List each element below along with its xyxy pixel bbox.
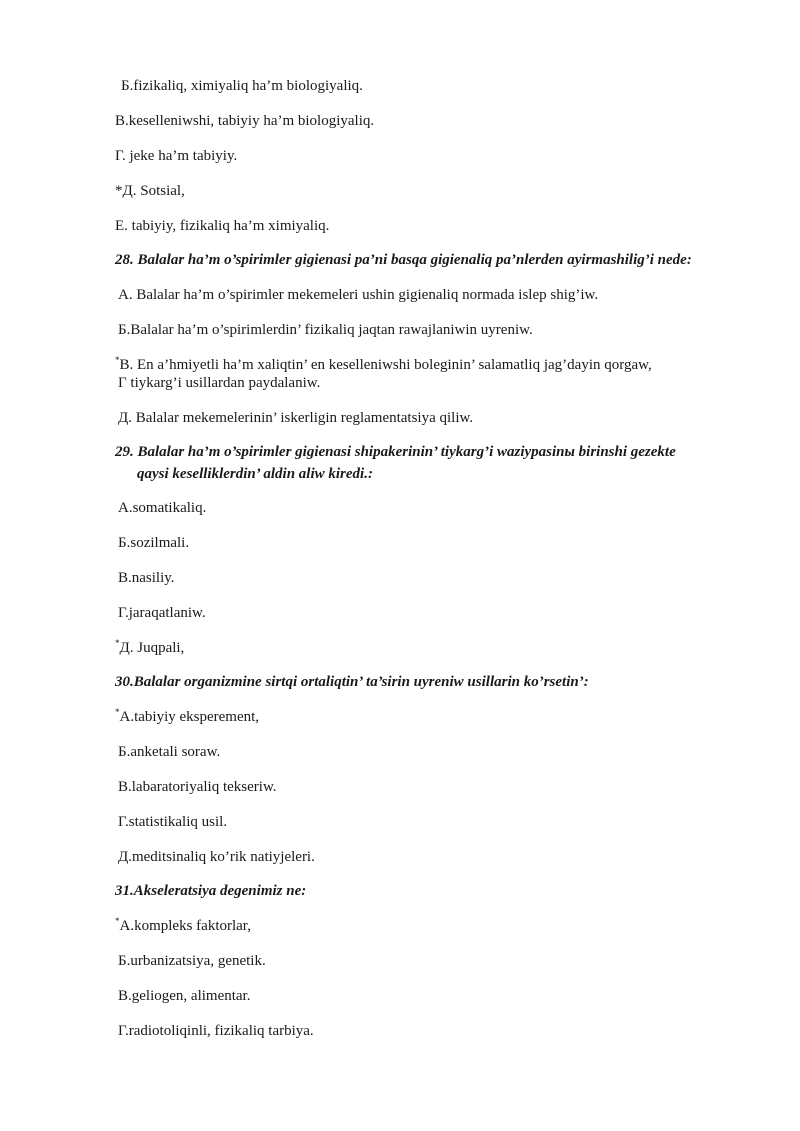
q28-option-b: Б.Balalar ha’m o’spirimlerdin’ fizikaliq jaqtan rawajlaniwin uyreniw. [118,322,533,338]
q28-question: 28. Balalar ha’m o’spirimler gigienasi pa’ni basqa gigienaliq pa’nlerden ayirmashilig’i nede: [115,252,692,268]
q29-question-line2: qaysi keselliklerdin’ aldin aliw kiredi.: [137,466,373,482]
q27-option-b: Б.fizikaliq, ximiyaliq ha’m biologiyaliq. [121,78,363,94]
correct-answer-mark: * [115,916,120,926]
q28-option-v [115,356,652,374]
q30-option-b: Б.anketali soraw. [118,744,221,760]
q31-option-a [115,917,251,935]
correct-answer-mark: * [115,638,120,648]
q30-option-a [115,708,259,726]
q29-option-g: Г.jaraqatlaniw. [118,605,206,621]
q30-option-d: Д.meditsinaliq ko’rik natiyjeleri. [118,849,315,865]
correct-answer-mark: * [115,355,120,365]
q29-option-d-text: Д. Juqpali, [119,640,185,656]
q31-question: 31.Akseleratsiya degenimiz ne: [115,883,307,899]
q31-option-g: Г.radiotoliqinli, fizikaliq tarbiya. [118,1023,314,1039]
q27-option-e: E. tabiyiy, fizikaliq ha’m ximiyaliq. [115,218,330,234]
q28-option-d: Д. Balalar mekemelerinin’ iskerligin reglamentatsiya qiliw. [118,410,474,426]
q27-option-d: *Д. Sotsial, [115,183,185,199]
q31-option-a-text: A.kompleks faktorlar, [119,918,251,934]
q29-option-v: В.nasiliy. [118,570,175,586]
q28-option-g: Г tiykarg’i usillardan paydalaniw. [118,375,321,391]
q29-option-b: Б.sozilmali. [118,535,190,551]
q30-question: 30.Balalar organizmine sirtqi ortaliqtin’ ta’sirin uyreniw usillarin ko’rsetin’: [115,674,589,690]
q27-option-g: Г. jeke ha’m tabiyiy. [115,148,238,164]
q27-option-v: В.keselleniwshi, tabiyiy ha’m biologiyaliq. [115,113,375,129]
q28-option-v-text: В. En a’hmiyetli ha’m xaliqtin’ en keselleniwshi boleginin’ salamatliq jag’dayin qorgaw, [119,357,652,373]
q28-option-a: A. Balalar ha’m o’spirimler mekemeleri ushin gigienaliq normada islep shig’iw. [118,287,599,303]
q30-option-v: В.labaratoriyaliq tekseriw. [118,779,277,795]
q30-option-a-text: A.tabiyiy eksperement, [119,709,260,725]
q29-option-a: A.somatikaliq. [118,500,207,516]
q29-question [115,441,742,485]
correct-answer-mark: * [115,707,120,717]
q31-option-v: В.geliogen, alimentar. [118,988,251,1004]
q29-option-d [115,639,184,657]
q31-option-b: Б.urbanizatsiya, genetik. [118,953,266,969]
q29-question-line1: 29. Balalar ha’m o’spirimler gigienasi shipakerinin’ tiykarg’i waziypasinы birinshi gezekte [115,444,676,460]
q30-option-g: Г.statistikaliq usil. [118,814,228,830]
